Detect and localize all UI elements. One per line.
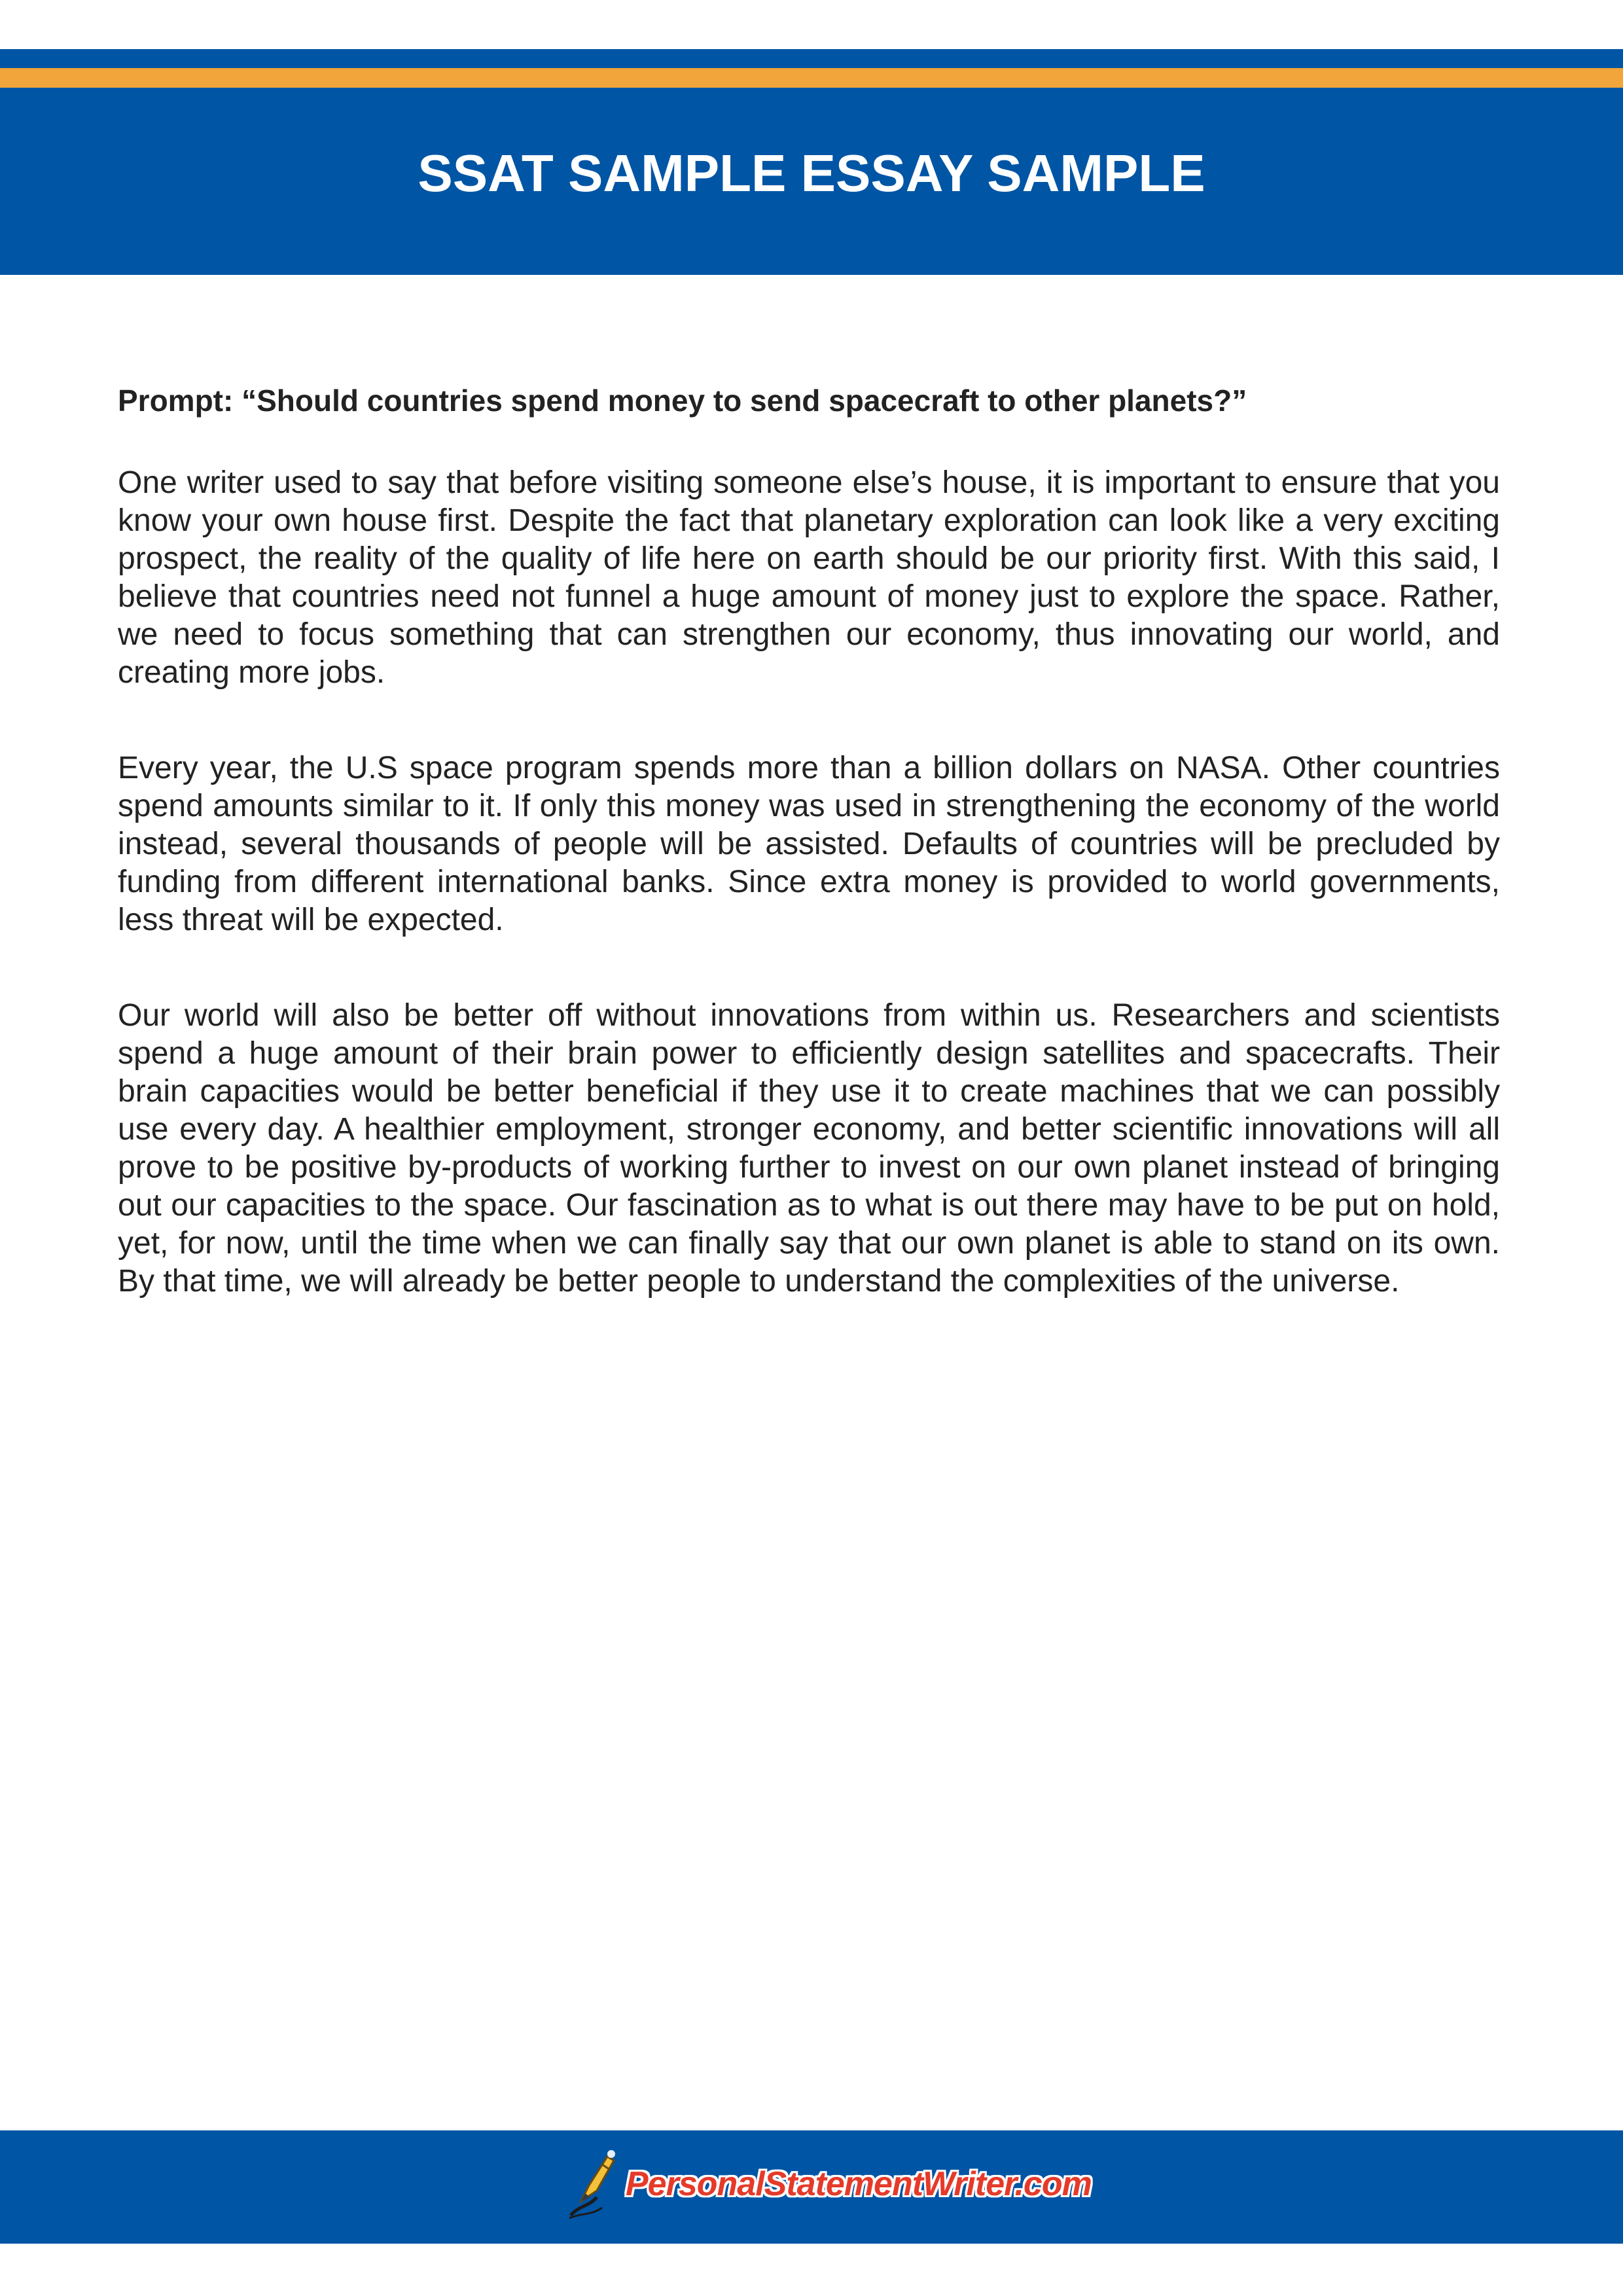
essay-body [118, 380, 1500, 1358]
header-accent-stripe [0, 68, 1623, 88]
page-title: SSAT SAMPLE ESSAY SAMPLE [418, 144, 1205, 202]
essay-paragraph-2: Every year, the U.S space program spends more than a billion dollars on NASA. Other countries spend amounts similar to it. If only this money was used in strengthening the economy of the world instead, several thousands of people will be assisted. Defaults of countries will be precluded by funding from different international banks. Since extra money is provided to world governments, less threat will be expected. [118, 751, 1500, 937]
brand-logo-text: PersonalStatementWriter.com [626, 2165, 1092, 2203]
essay-paragraph-1: One writer used to say that before visiting someone else’s house, it is important to ensure that you know your own house first. Despite the fact that planetary exploration can look like a very exciting prospect, the reality of the quality of life here on earth should be our priority first. With this said, I believe that countries need not funnel a huge amount of money just to explore the space. Rather, we need to focus something that can strengthen our economy, thus innovating our world, and creating more jobs. [118, 465, 1500, 690]
essay-paragraph-3: Our world will also be better off without innovations from within us. Researchers and scientists spend a huge amount of their brain power to efficiently design satellites and spacecrafts. Their brain capacities would be better beneficial if they use it to create machines that we can possibly use every day. A healthier employment, stronger economy, and better scientific innovations will all prove to be positive by-products of working further to invest on our own planet instead of bringing out our capacities to the space. Our fascination as to what is out there may have to be put on hold, yet, for now, until the time when we can finally say that our own planet is able to stand on its own. By that time, we will already be better people to understand the complexities of the universe. [118, 998, 1500, 1299]
footer-logo [563, 2142, 1092, 2227]
essay-prompt: Prompt: “Should countries spend money to send spacecraft to other planets?” [118, 384, 1247, 418]
pen-nib-icon [563, 2145, 622, 2223]
